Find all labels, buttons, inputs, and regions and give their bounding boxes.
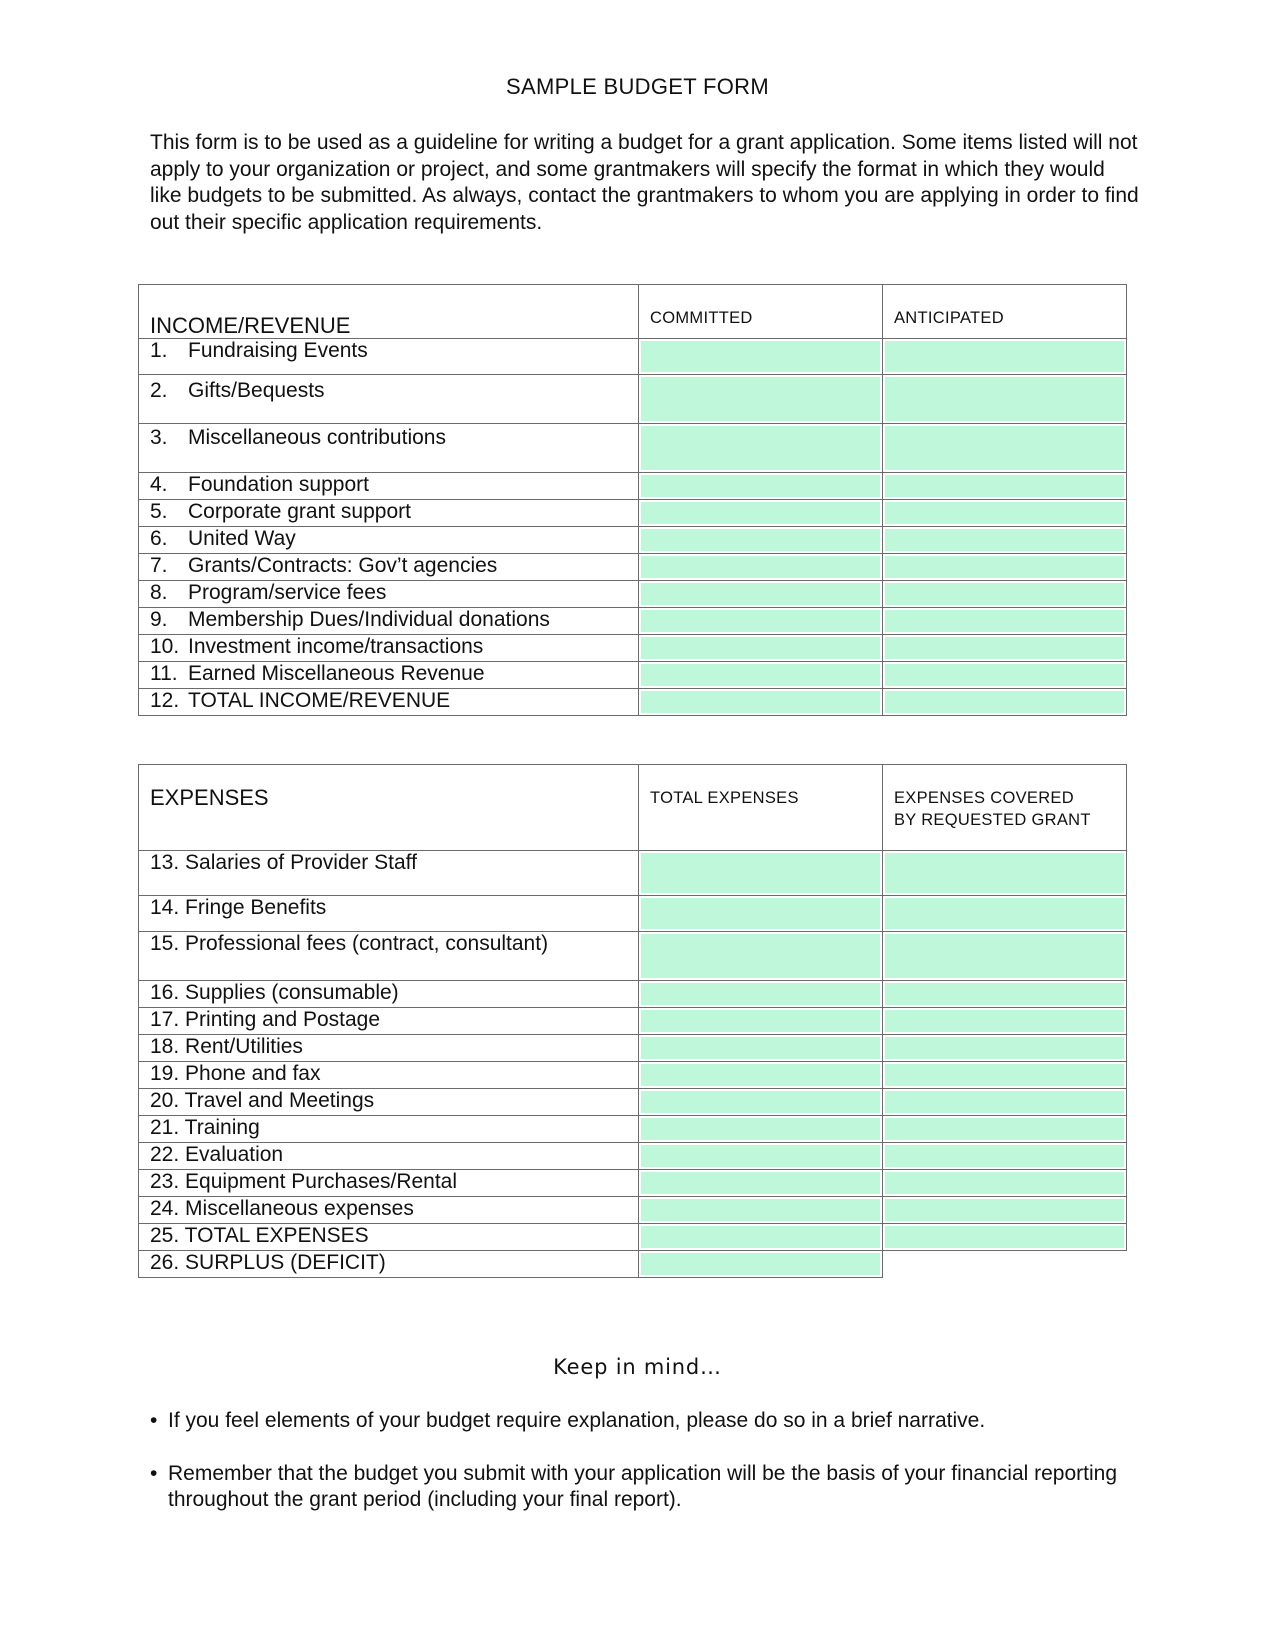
anticipated-input-cell[interactable] (883, 473, 1127, 500)
row-number: 26. (150, 1251, 180, 1274)
table-row (139, 1143, 1127, 1170)
committed-input-cell[interactable] (639, 473, 883, 500)
page-title: SAMPLE BUDGET FORM (506, 74, 769, 99)
row-label: Rent/Utilities (185, 1035, 303, 1058)
covered-expense-input-cell[interactable] (883, 1224, 1127, 1251)
committed-input-cell[interactable] (639, 339, 883, 375)
table-row (139, 581, 1127, 608)
table-row (139, 339, 1127, 375)
row-number: 12. (150, 689, 180, 712)
covered-expense-input-cell[interactable] (883, 1197, 1127, 1224)
row-label: Investment income/transactions (188, 635, 484, 658)
row-label: SURPLUS (DEFICIT) (185, 1251, 386, 1274)
row-number: 25. (150, 1224, 180, 1247)
covered-expense-input-cell[interactable] (883, 1089, 1127, 1116)
total-expense-input-cell[interactable] (639, 1143, 883, 1170)
row-label: Training (184, 1116, 260, 1139)
committed-input-cell[interactable] (639, 554, 883, 581)
row-label: Corporate grant support (188, 500, 411, 523)
total-expenses-header: TOTAL EXPENSES (639, 765, 883, 851)
row-number: 22. (150, 1143, 180, 1166)
covered-expenses-header (883, 765, 1127, 851)
row-label: Evaluation (185, 1143, 284, 1166)
covered-header-line1: EXPENSES COVERED (894, 789, 1074, 807)
row-label: Fundraising Events (188, 339, 368, 362)
table-row (139, 689, 1127, 716)
committed-input-cell[interactable] (639, 500, 883, 527)
committed-input-cell[interactable] (639, 424, 883, 473)
row-number: 1. (150, 339, 168, 362)
income-header (139, 285, 639, 339)
row-number: 13. (150, 851, 180, 874)
committed-input-cell[interactable] (639, 527, 883, 554)
table-row (139, 932, 1127, 981)
table-row (139, 554, 1127, 581)
income-table (138, 284, 1127, 716)
total-expense-input-cell[interactable] (639, 932, 883, 981)
covered-expense-input-cell[interactable] (883, 1143, 1127, 1170)
row-label: TOTAL EXPENSES (184, 1224, 369, 1247)
committed-input-cell[interactable] (639, 662, 883, 689)
table-row (139, 662, 1127, 689)
row-number: 24. (150, 1197, 180, 1220)
expenses-header: EXPENSES (139, 765, 639, 851)
row-number: 8. (150, 581, 168, 604)
anticipated-input-cell[interactable] (883, 424, 1127, 473)
table-row (139, 1170, 1127, 1197)
row-label: Grants/Contracts: Gov’t agencies (188, 554, 498, 577)
row-label: TOTAL INCOME/REVENUE (188, 689, 451, 712)
row-number: 5. (150, 500, 168, 523)
committed-input-cell[interactable] (639, 581, 883, 608)
anticipated-input-cell[interactable] (883, 339, 1127, 375)
total-expense-input-cell[interactable] (639, 1116, 883, 1143)
row-number: 14. (150, 896, 180, 919)
surplus-input-cell[interactable] (639, 1251, 883, 1278)
covered-expense-input-cell[interactable] (883, 1062, 1127, 1089)
covered-expense-input-cell[interactable] (883, 932, 1127, 981)
row-label: Miscellaneous expenses (185, 1197, 414, 1220)
covered-expense-input-cell[interactable] (883, 851, 1127, 896)
intro-paragraph: This form is to be used as a guideline for writing a budget for a grant application. Some items listed will not apply to your organization or project, and some grantmakers will specify the format in which they would like budgets to be submitted. As always, contact the grantmakers to whom you are applying in order to find out their specific application requirements. (150, 131, 1139, 234)
covered-expense-input-cell[interactable] (883, 1116, 1127, 1143)
covered-expense-input-cell[interactable] (883, 1170, 1127, 1197)
total-expense-input-cell[interactable] (639, 896, 883, 932)
anticipated-input-cell[interactable] (883, 608, 1127, 635)
table-row (139, 500, 1127, 527)
row-number: 18. (150, 1035, 180, 1058)
anticipated-input-cell[interactable] (883, 635, 1127, 662)
total-expense-input-cell[interactable] (639, 1035, 883, 1062)
list-item (150, 1408, 1150, 1434)
table-row (139, 1251, 1127, 1278)
total-expense-input-cell[interactable] (639, 1089, 883, 1116)
covered-expense-input-cell[interactable] (883, 1035, 1127, 1062)
anticipated-input-cell[interactable] (883, 375, 1127, 424)
keep-in-mind-list (150, 1408, 1150, 1540)
table-row (139, 1224, 1127, 1251)
row-label: Gifts/Bequests (188, 379, 325, 402)
bullet-icon: • (150, 1462, 158, 1485)
expenses-header-row (139, 765, 1127, 851)
row-label: Professional fees (contract, consultant) (185, 932, 549, 955)
row-number: 20. (150, 1089, 180, 1112)
table-row (139, 608, 1127, 635)
table-row (139, 635, 1127, 662)
table-row (139, 473, 1127, 500)
covered-expense-input-cell[interactable] (883, 1008, 1127, 1035)
row-label: Equipment Purchases/Rental (185, 1170, 458, 1193)
total-expense-input-cell[interactable] (639, 981, 883, 1008)
row-number: 11. (150, 662, 178, 685)
row-label: Program/service fees (188, 581, 387, 604)
anticipated-input-cell[interactable] (883, 689, 1127, 716)
committed-input-cell[interactable] (639, 375, 883, 424)
row-label: Fringe Benefits (185, 896, 327, 919)
row-number: 17. (150, 1008, 180, 1031)
row-number: 3. (150, 426, 168, 449)
row-number: 9. (150, 608, 168, 631)
anticipated-header: ANTICIPATED (883, 285, 1127, 339)
table-row (139, 896, 1127, 932)
income-header-row (139, 285, 1127, 339)
committed-header: COMMITTED (639, 285, 883, 339)
row-number: 10. (150, 635, 180, 658)
row-number: 16. (150, 981, 180, 1004)
table-row (139, 527, 1127, 554)
total-expense-input-cell[interactable] (639, 1170, 883, 1197)
total-expense-input-cell[interactable] (639, 1008, 883, 1035)
expenses-table (138, 764, 1127, 1278)
row-label: Phone and fax (185, 1062, 321, 1085)
anticipated-input-cell[interactable] (883, 662, 1127, 689)
table-row (139, 1035, 1127, 1062)
row-label: Membership Dues/Individual donations (188, 608, 550, 631)
total-expense-input-cell[interactable] (639, 1224, 883, 1251)
anticipated-input-cell[interactable] (883, 500, 1127, 527)
row-number: 4. (150, 473, 168, 496)
table-row (139, 1008, 1127, 1035)
table-row (139, 851, 1127, 896)
row-label: Supplies (consumable) (185, 981, 399, 1004)
anticipated-input-cell[interactable] (883, 527, 1127, 554)
anticipated-input-cell[interactable] (883, 581, 1127, 608)
row-label: Salaries of Provider Staff (185, 851, 417, 874)
committed-input-cell[interactable] (639, 635, 883, 662)
row-label: United Way (188, 527, 296, 550)
committed-input-cell[interactable] (639, 608, 883, 635)
table-row (139, 981, 1127, 1008)
keep-in-mind-heading: Keep in mind… (553, 1355, 722, 1379)
list-item-text: Remember that the budget you submit with your application will be the basis of your financial reporting throughout the grant period (including your final report). (168, 1462, 1118, 1511)
table-row (139, 1089, 1127, 1116)
row-number: 2. (150, 379, 168, 402)
income-header-label: INCOME/REVENUE (150, 313, 351, 338)
row-number: 19. (150, 1062, 180, 1085)
total-expense-input-cell[interactable] (639, 1197, 883, 1224)
total-expense-input-cell[interactable] (639, 851, 883, 896)
row-number: 21. (150, 1116, 180, 1139)
covered-expense-input-cell[interactable] (883, 981, 1127, 1008)
table-row (139, 424, 1127, 473)
row-label: Travel and Meetings (184, 1089, 375, 1112)
row-label: Miscellaneous contributions (188, 426, 446, 449)
row-number: 6. (150, 527, 168, 550)
list-item (150, 1461, 1150, 1513)
bullet-icon: • (150, 1409, 158, 1432)
committed-input-cell[interactable] (639, 689, 883, 716)
list-item-text: If you feel elements of your budget require explanation, please do so in a brief narrative. (168, 1409, 986, 1432)
row-number: 15. (150, 932, 180, 955)
table-row (139, 1116, 1127, 1143)
total-expense-input-cell[interactable] (639, 1062, 883, 1089)
row-number: 7. (150, 554, 168, 577)
anticipated-input-cell[interactable] (883, 554, 1127, 581)
table-row (139, 1062, 1127, 1089)
table-row (139, 375, 1127, 424)
row-number: 23. (150, 1170, 180, 1193)
row-label: Printing and Postage (185, 1008, 381, 1031)
table-row (139, 1197, 1127, 1224)
covered-expense-input-cell[interactable] (883, 896, 1127, 932)
row-label: Foundation support (188, 473, 369, 496)
row-label: Earned Miscellaneous Revenue (188, 662, 485, 685)
empty-cell (883, 1251, 1127, 1278)
covered-header-line2: BY REQUESTED GRANT (894, 811, 1091, 829)
